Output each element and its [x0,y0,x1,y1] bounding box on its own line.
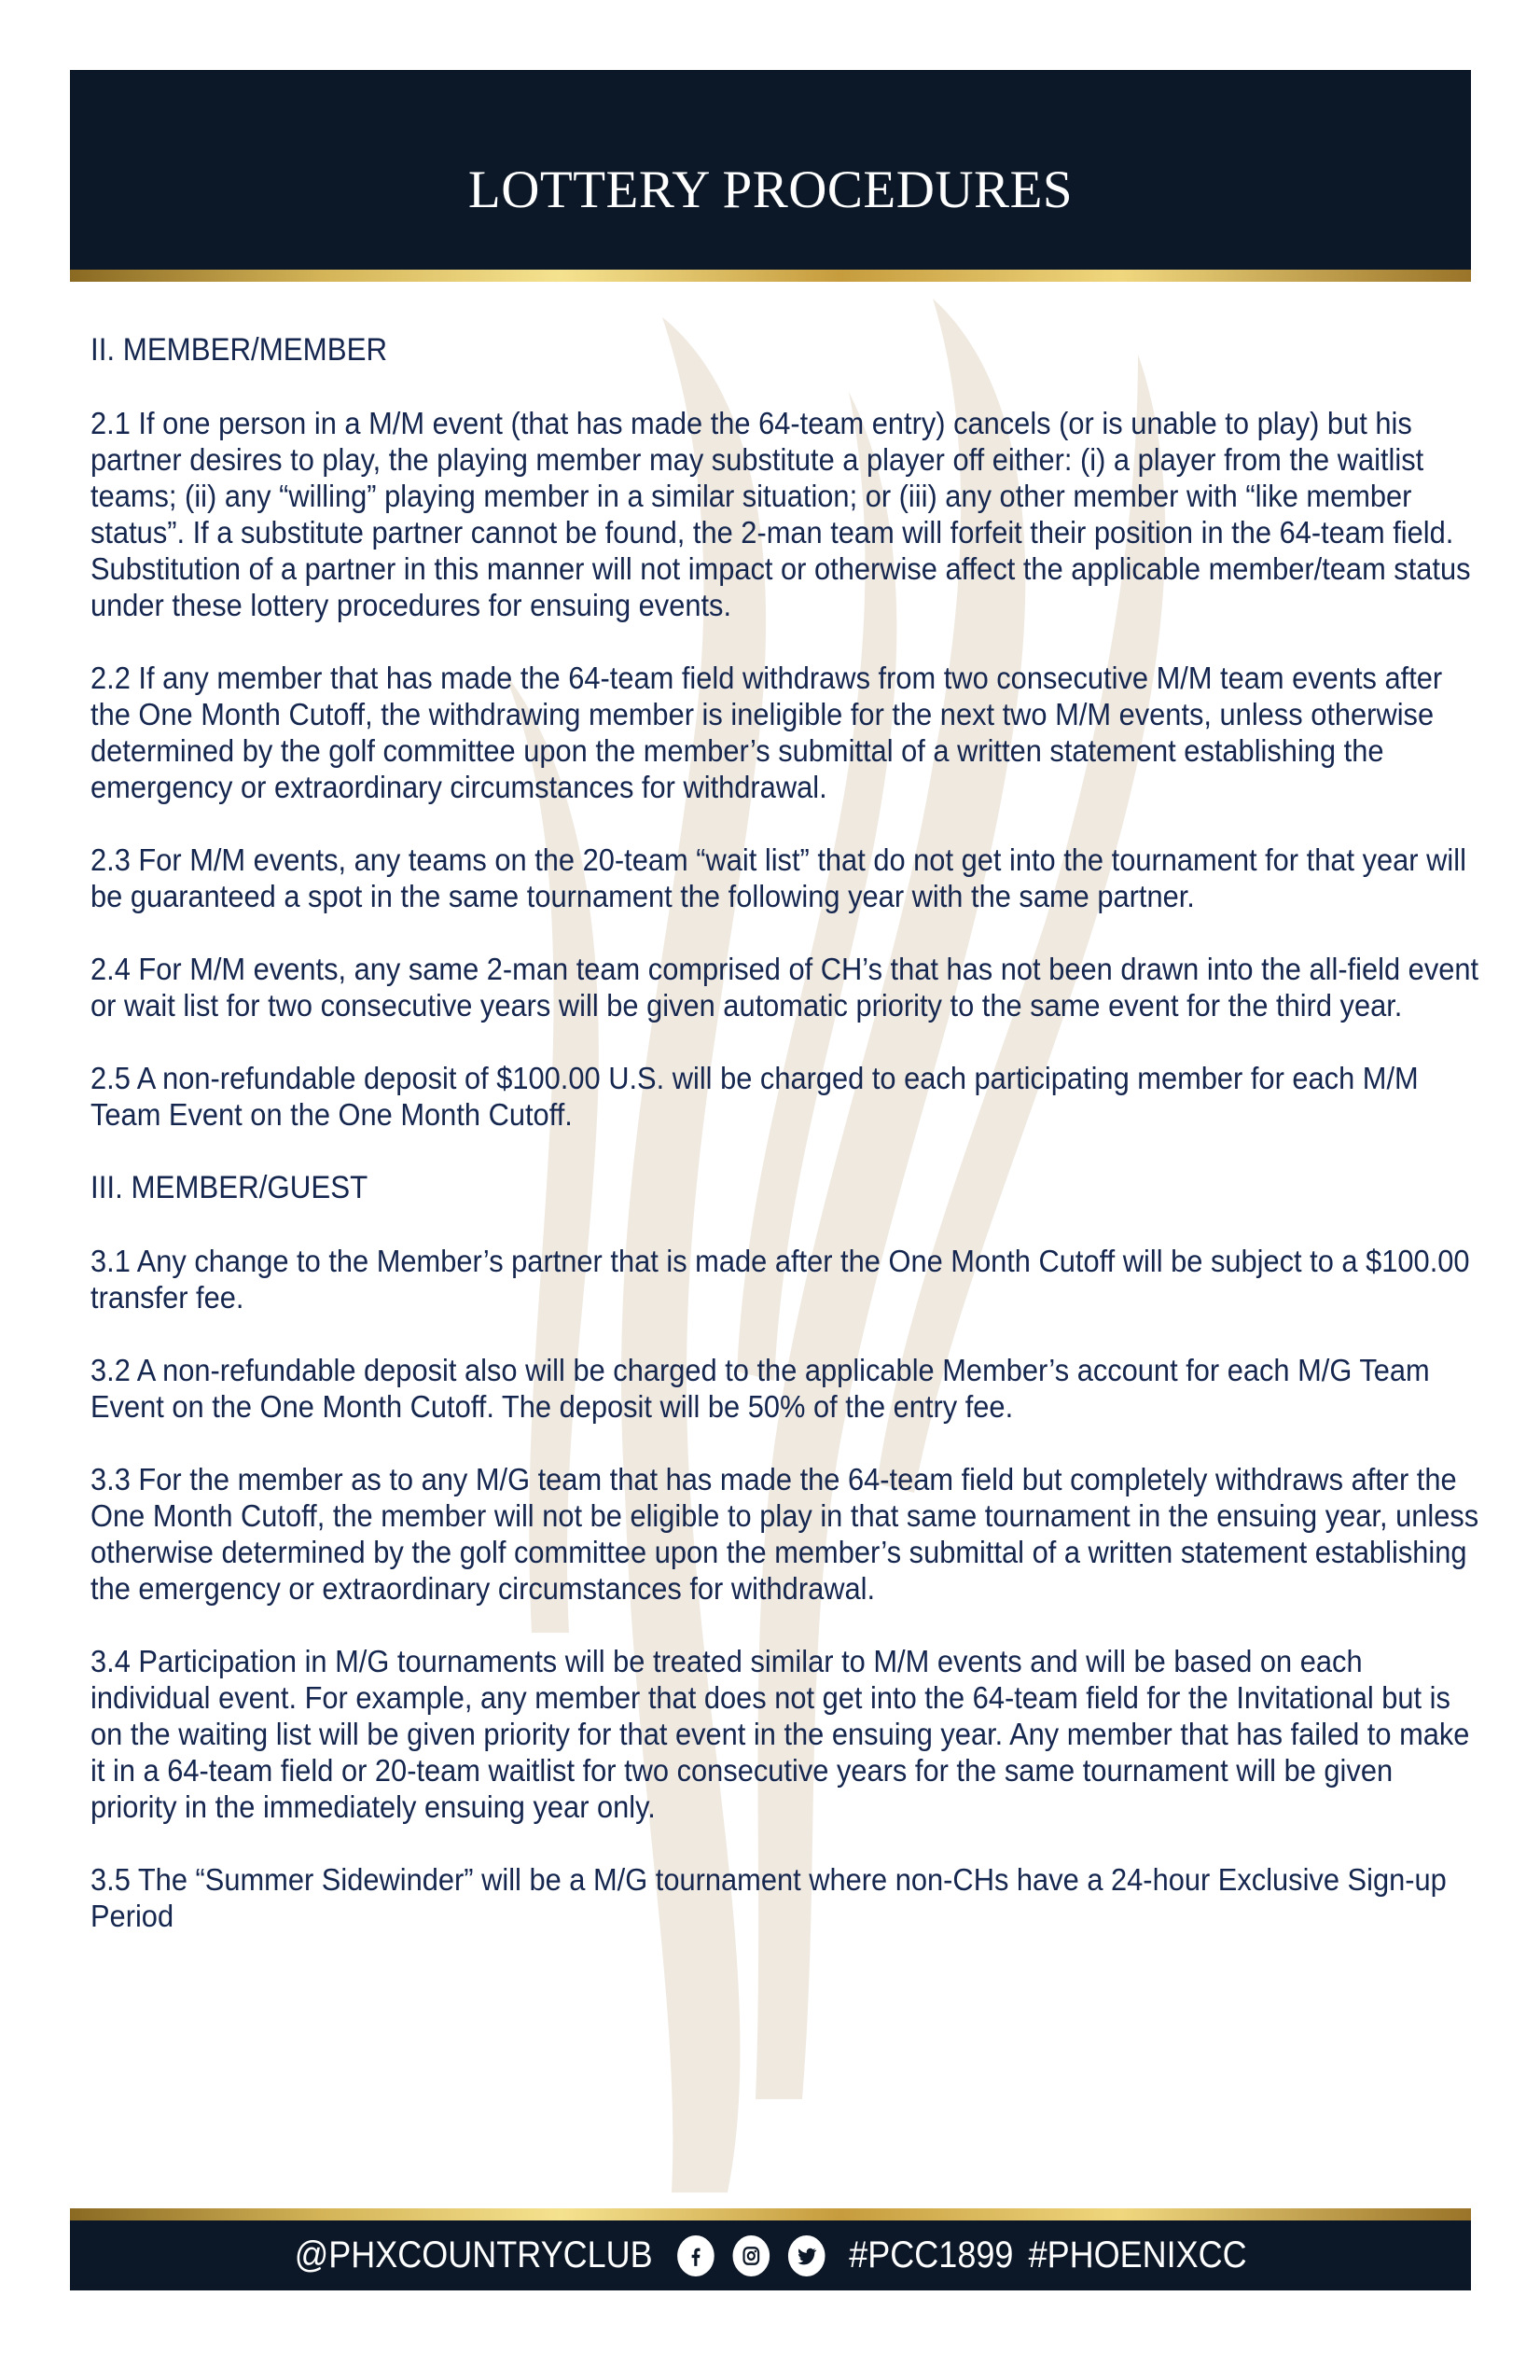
section-heading-member-guest: III. MEMBER/GUEST [90,1170,368,1205]
hashtag-pcc1899[interactable]: #PCC1899 [849,2234,1014,2276]
paragraph-3-3: 3.3 For the member as to any M/G team that has made the 64-team field but completely withdraws after the One Month Cutoff, the member will not be eligible to play in that same tournament in the ensuing year, unless otherwise determined by the golf committee upon the member’s submittal of a written statement establishing the emergency or extraordinary circumstances for withdrawal. [90,1463,1479,1607]
paragraph-3-4: 3.4 Participation in M/G tournaments will be treated similar to M/M events and will be based on each individual event. For example, any member that does not get into the 64-team field for the Invitational but is on the waiting list will be given priority for that event in the ensuing year. Any member that has failed to make it in a 64-team field or 20-team waitlist for two consecutive years for the same tournament will be given priority in the immediately ensuing year only. [90,1645,1470,1825]
instagram-icon[interactable] [732,2235,770,2276]
footer-band [70,2220,1471,2290]
paragraph-2-2: 2.2 If any member that has made the 64-team field withdraws from two consecutive M/M team events after the One Month Cutoff, the withdrawing member is ineligible for the next two M/M events, unless otherwise determined by the golf committee upon the member’s submittal of a written statement establishing the emergency or extraordinary circumstances for withdrawal. [90,661,1443,805]
footer-social [295,2234,1247,2276]
paragraph-2-1: 2.1 If one person in a M/M event (that has made the 64-team entry) cancels (or is unable to play) but his partner desires to play, the playing member may substitute a player off either: (i) a player from the waitlist teams; (ii) any “willing” playing member in a similar situation; or (iii) any other member with “like member status”. If a substitute partner cannot be found, the 2-man team will forfeit their position in the 64-team field. Substitution of a partner in this manner will not impact or otherwise affect the applicable member/team status under these lottery procedures for ensuing events. [90,407,1471,623]
paragraph-2-4: 2.4 For M/M events, any same 2-man team comprised of CH’s that has not been drawn into the all-field event or wait list for two consecutive years will be given automatic priority to the same event for the third year. [90,953,1479,1023]
paragraph-2-3: 2.3 For M/M events, any teams on the 20-team “wait list” that do not get into the tournament for that year will be guaranteed a spot in the same tournament the following year with the same partner. [90,843,1466,914]
gold-divider-bottom [70,2208,1471,2220]
facebook-icon[interactable] [677,2235,715,2276]
paragraph-3-1: 3.1 Any change to the Member’s partner that is made after the One Month Cutoff will be subject to a $100.00 transfer fee. [90,1245,1470,1315]
twitter-icon[interactable] [787,2235,825,2276]
hashtag-phoenixcc[interactable]: #PHOENIXCC [1028,2234,1247,2276]
content [90,332,1480,1971]
paragraph-3-2: 3.2 A non-refundable deposit also will be charged to the applicable Member’s account for each M/G Team Event on the One Month Cutoff. The deposit will be 50% of the entry fee. [90,1354,1430,1425]
paragraph-3-5: 3.5 The “Summer Sidewinder” will be a M/G tournament where non-CHs have a 24-hour Exclusive Sign-up Period [90,1863,1447,1934]
page-title: LOTTERY PROCEDURES [467,160,1074,219]
header-band [70,70,1471,270]
paragraph-2-5: 2.5 A non-refundable deposit of $100.00 U.S. will be charged to each participating member for each M/M Team Event on the One Month Cutoff. [90,1062,1419,1133]
social-handle[interactable]: @PHXCOUNTRYCLUB [294,2234,653,2276]
section-heading-member-member: II. MEMBER/MEMBER [90,332,388,368]
